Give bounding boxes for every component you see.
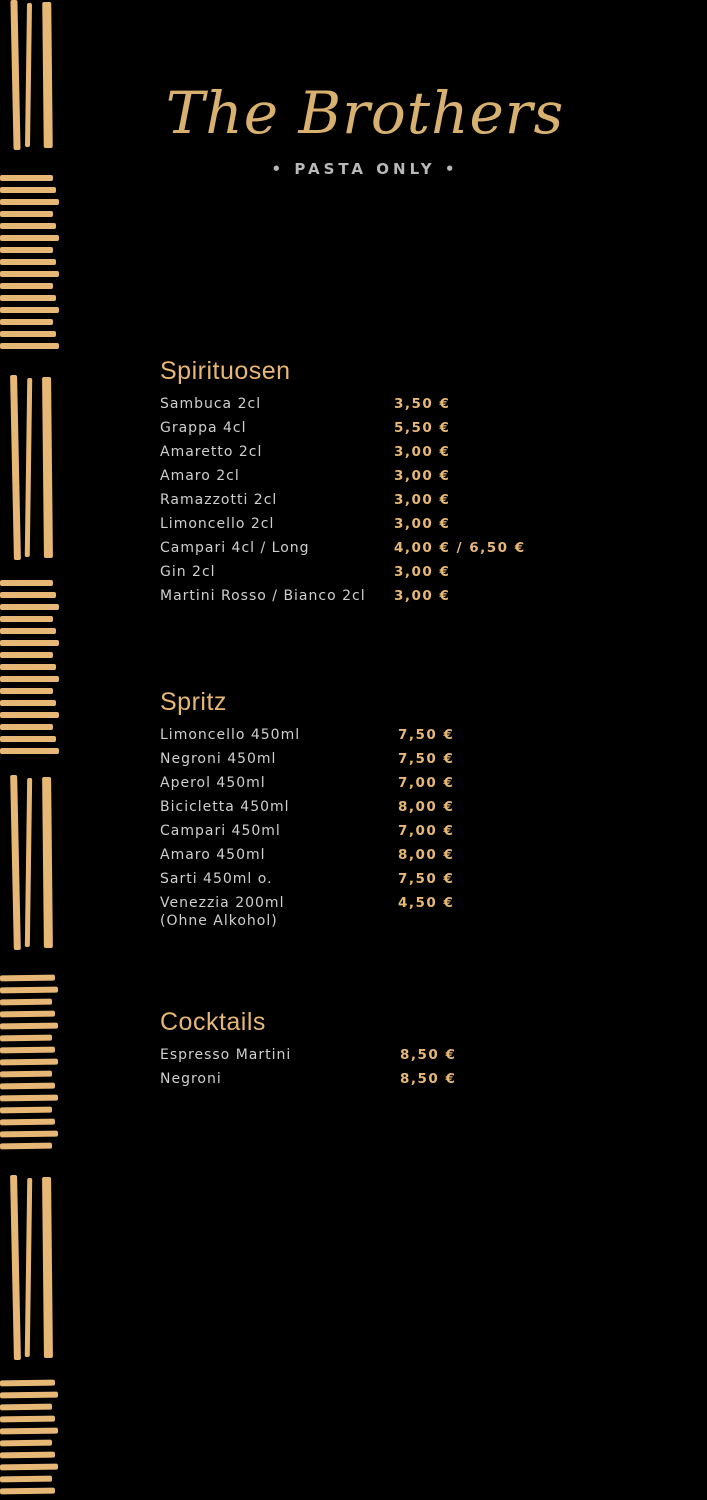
brush-stroke — [0, 616, 53, 622]
menu-item — [160, 1047, 580, 1071]
section-title: Spritz — [160, 688, 227, 716]
item-price: 3,50 € — [394, 396, 451, 412]
menu-item — [160, 847, 580, 871]
brush-stroke — [0, 664, 56, 670]
brush-stroke — [0, 235, 59, 241]
menu-item — [160, 540, 580, 564]
brush-stroke — [0, 1464, 58, 1471]
brush-stroke — [0, 1488, 55, 1495]
menu-item — [160, 775, 580, 799]
item-name: Martini Rosso / Bianco 2cl — [160, 588, 366, 604]
menu-item — [160, 516, 580, 540]
brush-stroke — [0, 724, 53, 730]
brush-stroke — [0, 712, 59, 718]
section-title: Cocktails — [160, 1008, 266, 1036]
menu-header — [150, 78, 580, 178]
brush-stroke — [0, 187, 56, 193]
menu-item — [160, 588, 580, 612]
restaurant-tagline: • PASTA ONLY • — [271, 160, 459, 178]
brush-stroke — [0, 736, 56, 742]
menu-item — [160, 727, 580, 751]
section-spirituosen — [160, 357, 580, 612]
brush-stroke — [0, 1119, 55, 1126]
brush-stroke — [0, 343, 59, 349]
item-note: (Ohne Alkohol) — [160, 913, 278, 929]
menu-item — [160, 564, 580, 588]
item-name: Campari 4cl / Long — [160, 540, 310, 556]
item-price: 3,00 € — [394, 492, 451, 508]
menu-item — [160, 444, 580, 468]
item-name: Amaro 2cl — [160, 468, 240, 484]
brush-stroke — [0, 259, 56, 265]
brush-stroke — [0, 652, 53, 658]
item-price: 3,00 € — [394, 468, 451, 484]
brush-stroke — [0, 640, 59, 646]
item-price: 8,00 € — [398, 799, 455, 815]
item-price: 4,00 € / 6,50 € — [394, 540, 526, 556]
brush-stroke — [0, 1416, 55, 1423]
brush-stroke — [10, 0, 20, 150]
brush-stroke — [0, 999, 52, 1006]
brush-stroke — [0, 319, 53, 325]
brush-stroke — [0, 199, 59, 205]
item-name: Espresso Martini — [160, 1047, 292, 1063]
brush-stroke — [25, 778, 32, 947]
item-price: 7,50 € — [398, 751, 455, 767]
brush-stroke — [0, 975, 55, 982]
item-price: 7,00 € — [398, 775, 455, 791]
brush-stroke — [0, 1131, 58, 1138]
item-name: Venezzia 200ml — [160, 895, 285, 911]
item-name: Bicicletta 450ml — [160, 799, 290, 815]
item-price: 7,50 € — [398, 871, 455, 887]
restaurant-name: The Brothers — [165, 79, 565, 147]
item-price: 3,00 € — [394, 564, 451, 580]
brush-stroke — [0, 1071, 52, 1078]
menu-item — [160, 396, 580, 420]
brush-stroke — [0, 700, 56, 706]
brush-stroke — [0, 1440, 52, 1447]
menu-item — [160, 895, 580, 935]
brush-stroke — [0, 1428, 58, 1435]
brush-stroke — [10, 375, 21, 560]
brush-stroke — [0, 1143, 52, 1150]
brush-stroke — [0, 604, 59, 610]
menu-item — [160, 751, 580, 775]
brush-stroke — [0, 580, 53, 586]
brush-stroke — [0, 223, 56, 229]
brush-stroke — [0, 295, 56, 301]
brush-stroke — [0, 628, 56, 634]
item-price: 3,00 € — [394, 444, 451, 460]
section-cocktails — [160, 1008, 580, 1095]
brush-stroke — [0, 1011, 55, 1018]
item-price: 8,50 € — [400, 1047, 457, 1063]
brush-stroke — [0, 592, 56, 598]
brush-stroke — [42, 777, 53, 948]
menu-item — [160, 492, 580, 516]
brush-stroke — [0, 247, 53, 253]
item-name: Sarti 450ml o. — [160, 871, 273, 887]
item-price: 7,50 € — [398, 727, 455, 743]
brush-stroke — [0, 271, 59, 277]
brush-stroke — [0, 987, 58, 994]
brush-stroke — [0, 1023, 58, 1030]
menu-item — [160, 823, 580, 847]
item-name: Campari 450ml — [160, 823, 281, 839]
item-name: Sambuca 2cl — [160, 396, 262, 412]
item-name: Amaretto 2cl — [160, 444, 263, 460]
brush-stroke — [0, 1047, 55, 1054]
item-price: 8,00 € — [398, 847, 455, 863]
brush-stroke — [42, 377, 53, 558]
item-price: 8,50 € — [400, 1071, 457, 1087]
menu-item — [160, 420, 580, 444]
brush-stroke — [0, 1035, 52, 1042]
brush-stroke — [0, 1476, 52, 1483]
item-name: Amaro 450ml — [160, 847, 266, 863]
brush-stroke — [0, 307, 59, 313]
brush-stroke — [0, 331, 56, 337]
menu-item — [160, 871, 580, 895]
item-price: 3,00 € — [394, 516, 451, 532]
brush-stroke — [0, 283, 53, 289]
menu-item — [160, 468, 580, 492]
brush-stroke — [10, 1175, 21, 1360]
item-price: 7,00 € — [398, 823, 455, 839]
brush-stroke — [25, 1178, 32, 1357]
item-name: Limoncello 450ml — [160, 727, 301, 743]
menu-item — [160, 799, 580, 823]
menu-item — [160, 1071, 580, 1095]
brush-stroke — [0, 1392, 58, 1399]
item-name: Aperol 450ml — [160, 775, 266, 791]
item-name: Limoncello 2cl — [160, 516, 275, 532]
brush-stroke — [0, 175, 53, 181]
brush-stroke — [25, 3, 32, 147]
brush-stroke — [25, 378, 32, 557]
item-name: Gin 2cl — [160, 564, 216, 580]
brush-stroke — [0, 1107, 52, 1114]
brush-stroke — [0, 1404, 52, 1411]
section-spritz — [160, 688, 580, 935]
item-name: Grappa 4cl — [160, 420, 247, 436]
item-name: Negroni 450ml — [160, 751, 277, 767]
brush-stroke — [10, 775, 21, 950]
brush-stroke — [0, 676, 59, 682]
item-price: 5,50 € — [394, 420, 451, 436]
brush-stroke — [42, 2, 53, 148]
item-name: Ramazzotti 2cl — [160, 492, 278, 508]
brush-stroke — [42, 1177, 53, 1358]
section-title: Spirituosen — [160, 357, 291, 385]
item-name: Negroni — [160, 1071, 222, 1087]
brush-stroke — [0, 1059, 58, 1066]
brush-stroke — [0, 688, 53, 694]
brush-stroke — [0, 1083, 55, 1090]
brush-stroke — [0, 211, 53, 217]
brush-stroke — [0, 1452, 55, 1459]
brush-stroke — [0, 1095, 58, 1102]
item-price: 3,00 € — [394, 588, 451, 604]
brush-stroke — [0, 1380, 55, 1387]
item-price: 4,50 € — [398, 895, 455, 911]
decorative-brush-border — [0, 0, 62, 1500]
brush-stroke — [0, 748, 59, 754]
